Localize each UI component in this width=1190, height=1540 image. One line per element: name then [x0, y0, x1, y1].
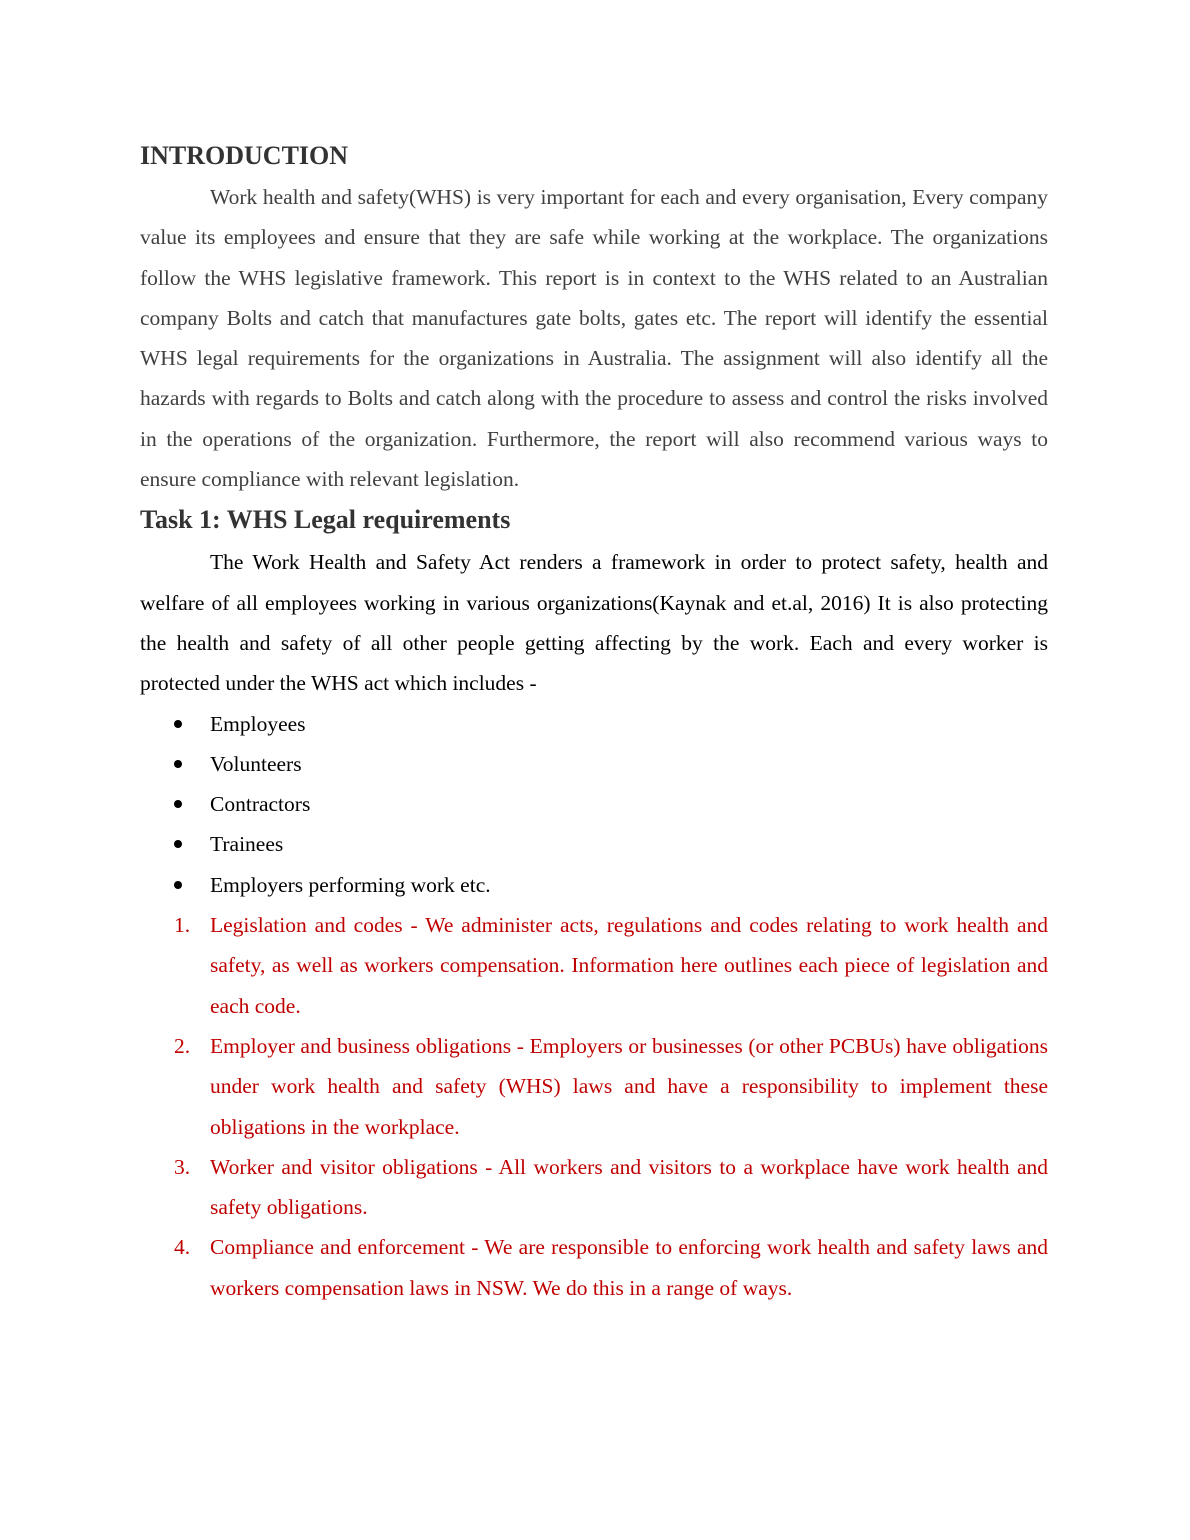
list-item-text: Employees: [210, 711, 306, 736]
task1-paragraph: The Work Health and Safety Act renders a framework in order to protect safety, health and welfare of all employees working in various organizations(Kaynak and et.al, 2016) It is also protecting the health and safety of all other people getting affecting by the work. Each and every worker is protected under the WHS act which includes -: [140, 550, 1048, 696]
list-item: [140, 744, 1048, 784]
document-page: [140, 138, 1048, 1308]
list-item: [140, 824, 1048, 864]
list-item: [140, 704, 1048, 744]
item-number: 1.: [174, 913, 191, 938]
bullet-icon: [174, 760, 182, 768]
numbered-item: [140, 1147, 1048, 1228]
item-text: Compliance and enforcement - We are responsible to enforcing work health and safety laws and workers compensation laws in NSW. We do this in a range of ways.: [210, 1235, 1048, 1300]
item-number: 3.: [174, 1154, 191, 1179]
task1-heading: Task 1: WHS Legal requirements: [140, 505, 511, 535]
item-number: 4.: [174, 1235, 191, 1260]
list-item-text: Trainees: [210, 832, 284, 857]
item-text: Legislation and codes - We administer acts, regulations and codes relating to work health and safety, as well as workers compensation. Information here outlines each piece of legislation and each code.: [210, 913, 1048, 1018]
item-text: Employer and business obligations - Employers or businesses (or other PCBUs) have obligations under work health and safety (WHS) laws and have a responsibility to implement these obligations in the workplace.: [210, 1033, 1048, 1139]
list-item-text: Employers performing work etc.: [210, 872, 491, 897]
bullet-icon: [174, 840, 182, 848]
numbered-item: [140, 1227, 1048, 1308]
bullet-icon: [174, 881, 182, 889]
introduction-paragraph: Work health and safety(WHS) is very important for each and every organisation, Every company value its employees and ensure that they are safe while working at the workplace. The organizations follow the WHS legislative framework. This report is in context to the WHS related to an Australian company Bolts and catch that manufactures gate bolts, gates etc. The report will identify the essential WHS legal requirements for the organizations in Australia. The assignment will also identify all the hazards with regards to Bolts and catch along with the procedure to assess and control the risks involved in the operations of the organization. Furthermore, the report will also recommend various ways to ensure compliance with relevant legislation.: [140, 185, 1048, 492]
item-text: Worker and visitor obligations - All workers and visitors to a workplace have work health and safety obligations.: [210, 1154, 1048, 1220]
bullet-icon: [174, 720, 182, 728]
bullet-icon: [174, 800, 182, 808]
numbered-item: [140, 1026, 1048, 1147]
introduction-heading: INTRODUCTION: [140, 141, 349, 170]
worker-types-list: [140, 704, 1048, 905]
list-item-text: Volunteers: [210, 751, 302, 776]
list-item-text: Contractors: [210, 792, 311, 817]
list-item: [140, 784, 1048, 824]
list-item: [140, 865, 1048, 905]
whs-obligations-list: [140, 905, 1048, 1308]
numbered-item: [140, 905, 1048, 1026]
item-number: 2.: [174, 1033, 191, 1058]
